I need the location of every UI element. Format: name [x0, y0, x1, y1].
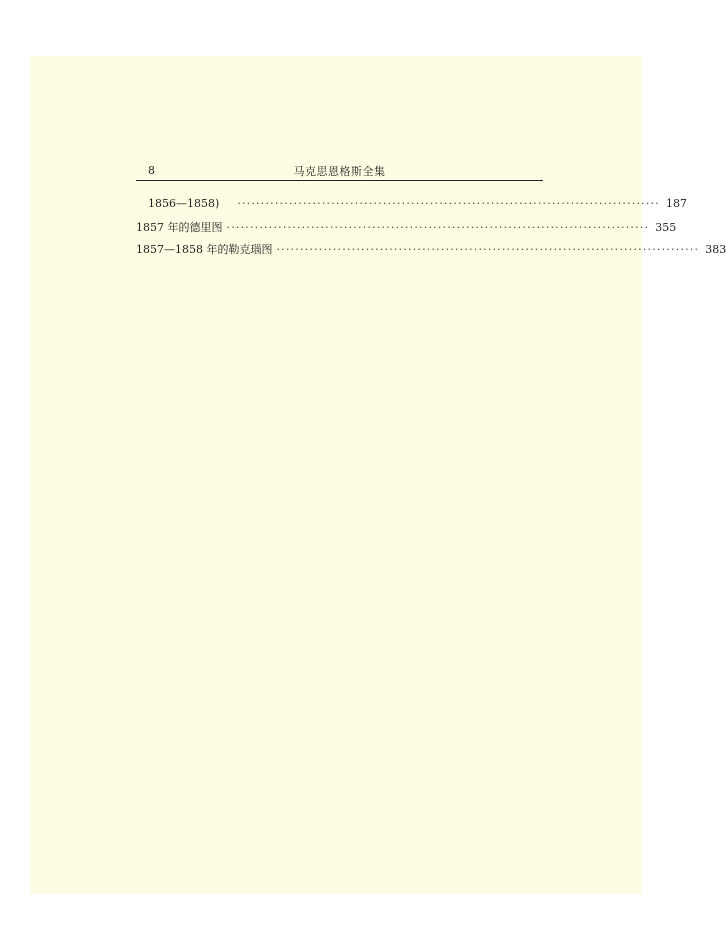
toc-entry-title: 1857—1858 年的勒克瑙图 [136, 243, 273, 256]
toc-dot-leader: ·························································································· [226, 221, 650, 234]
toc-entry [136, 197, 687, 219]
toc-dot-leader: ·························································································· [276, 243, 700, 256]
running-title: 马克思恩格斯全集 [293, 165, 386, 178]
page-header [136, 160, 543, 181]
toc-entry [136, 241, 726, 263]
toc-entry-page: 187 [665, 197, 687, 210]
toc-entry-title: 1856—1858) [148, 197, 220, 210]
toc-entry-title: 1857 年的德里图 [136, 221, 223, 234]
toc-entry-page: 355 [655, 221, 677, 234]
table-of-contents [136, 197, 726, 263]
book-page [30, 56, 726, 894]
toc-dot-leader: ·························································································· [237, 197, 660, 210]
toc-entry [136, 219, 677, 241]
page-number: 8 [148, 164, 155, 177]
toc-entry-page: 383 [705, 243, 726, 256]
